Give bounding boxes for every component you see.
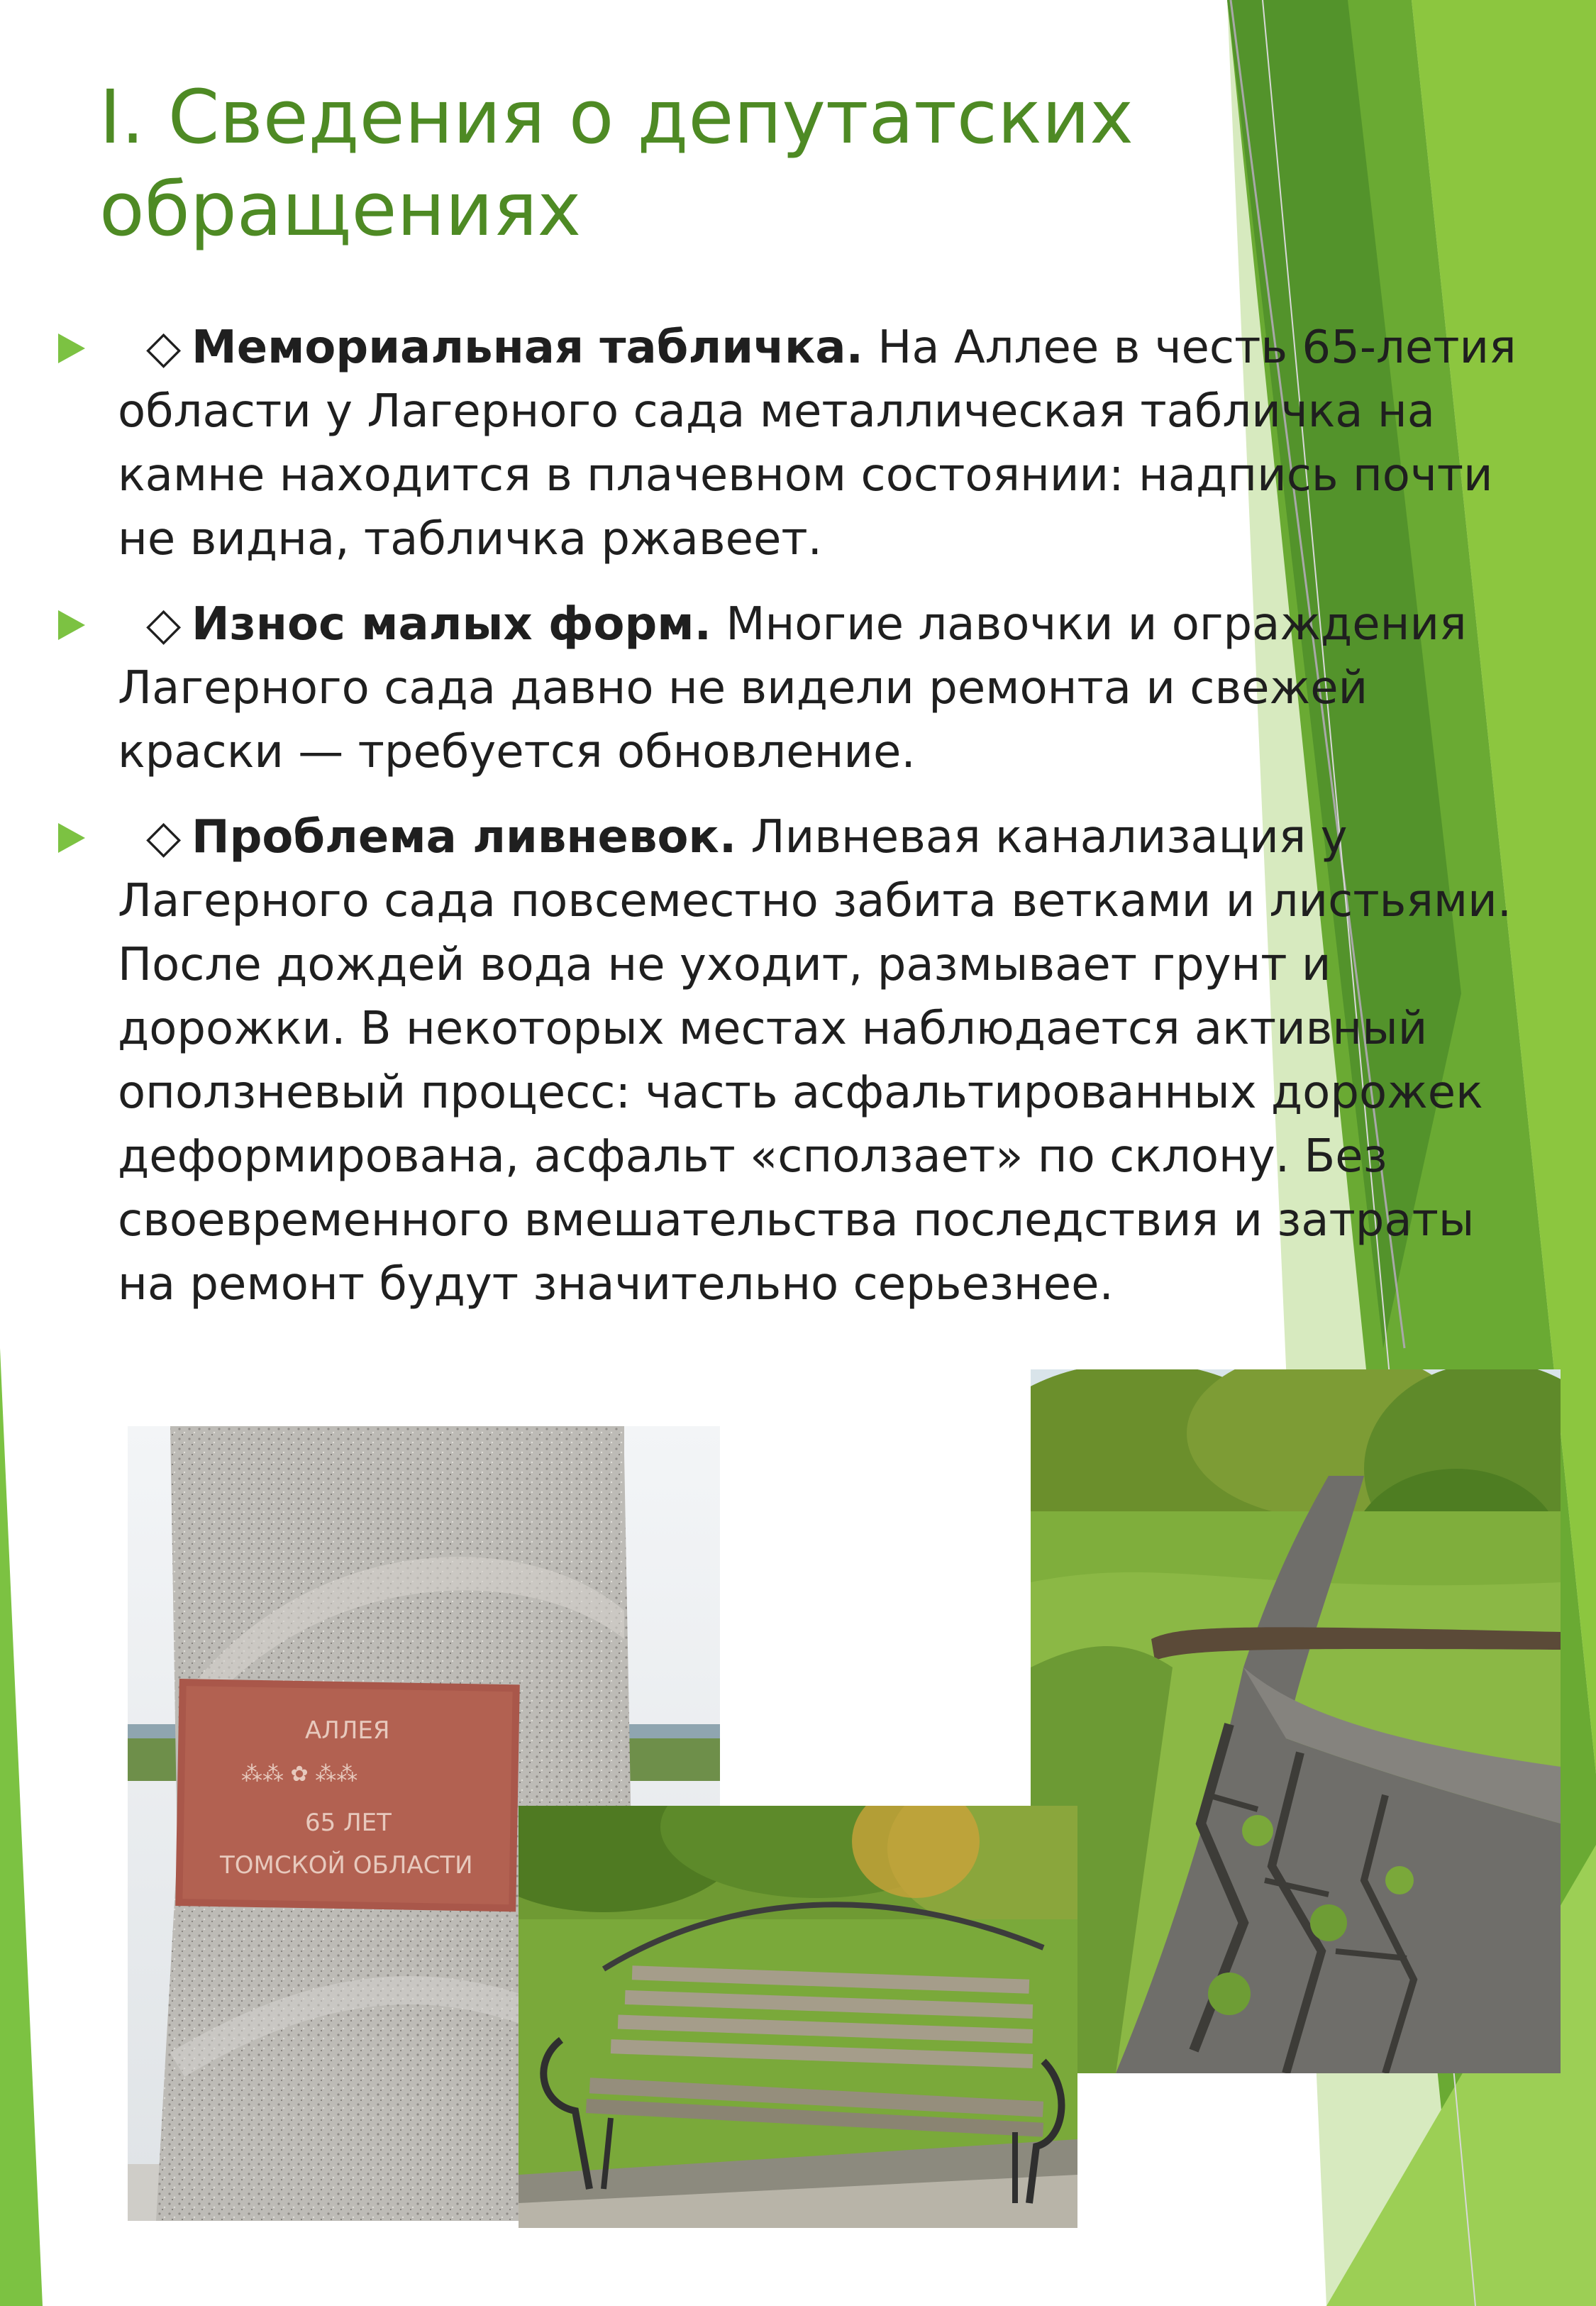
bullet-heading: Мемориальная табличка. [192, 321, 863, 374]
triangle-bullet-icon [58, 333, 85, 363]
bullet-text: На Аллее в честь 65-летия области у Лагерного сада металлическая табличка на камне находится в плачевном состоянии: надпись почти не видна, табличка ржавеет. [118, 321, 1517, 566]
plaque-line-2: 65 ЛЕТ [305, 1809, 392, 1837]
triangle-bullet-icon [58, 823, 85, 853]
bullet-text: Ливневая канализация у Лагерного сада повсеместно забита ветками и листьями. После дождей вода не уходит, размывает грунт и дорожки. В некоторых местах наблюдается активный оползневый процесс: часть асфальтированных дорожек деформирована, асфальт «сползает» по склону. Без своевременного вмешательства последствия и затраты на ремонт будут значительно серьезнее. [118, 811, 1512, 1311]
photo-deformed-path [1031, 1369, 1561, 2073]
slide-title: I. Сведения о депутатских обращениях [99, 74, 1134, 253]
bullet-memorial-plaque [57, 316, 1539, 571]
diamond-icon: ◇ [146, 811, 182, 864]
triangle-bullet-icon [58, 610, 85, 640]
photo-worn-bench [519, 1806, 1077, 2228]
plaque-line-3: ТОМСКОЙ ОБЛАСТИ [220, 1851, 473, 1880]
diamond-icon: ◇ [146, 321, 182, 374]
plaque-line-1: АЛЛЕЯ [305, 1716, 390, 1745]
bullet-heading: Износ малых форм. [192, 598, 711, 651]
bullet-small-forms [57, 592, 1539, 784]
green-facet-left [0, 1348, 43, 2306]
bullet-storm-drains [57, 805, 1539, 1316]
diamond-icon: ◇ [146, 598, 182, 651]
bullet-text: Многие лавочки и ограждения Лагерного сада давно не видели ремонта и свежей краски — требуется обновление. [118, 598, 1467, 778]
bullet-list [57, 316, 1539, 1337]
svg-text:⁂⁂ ✿ ⁂⁂: ⁂⁂ ✿ ⁂⁂ [241, 1762, 358, 1787]
bullet-heading: Проблема ливневок. [192, 811, 737, 864]
